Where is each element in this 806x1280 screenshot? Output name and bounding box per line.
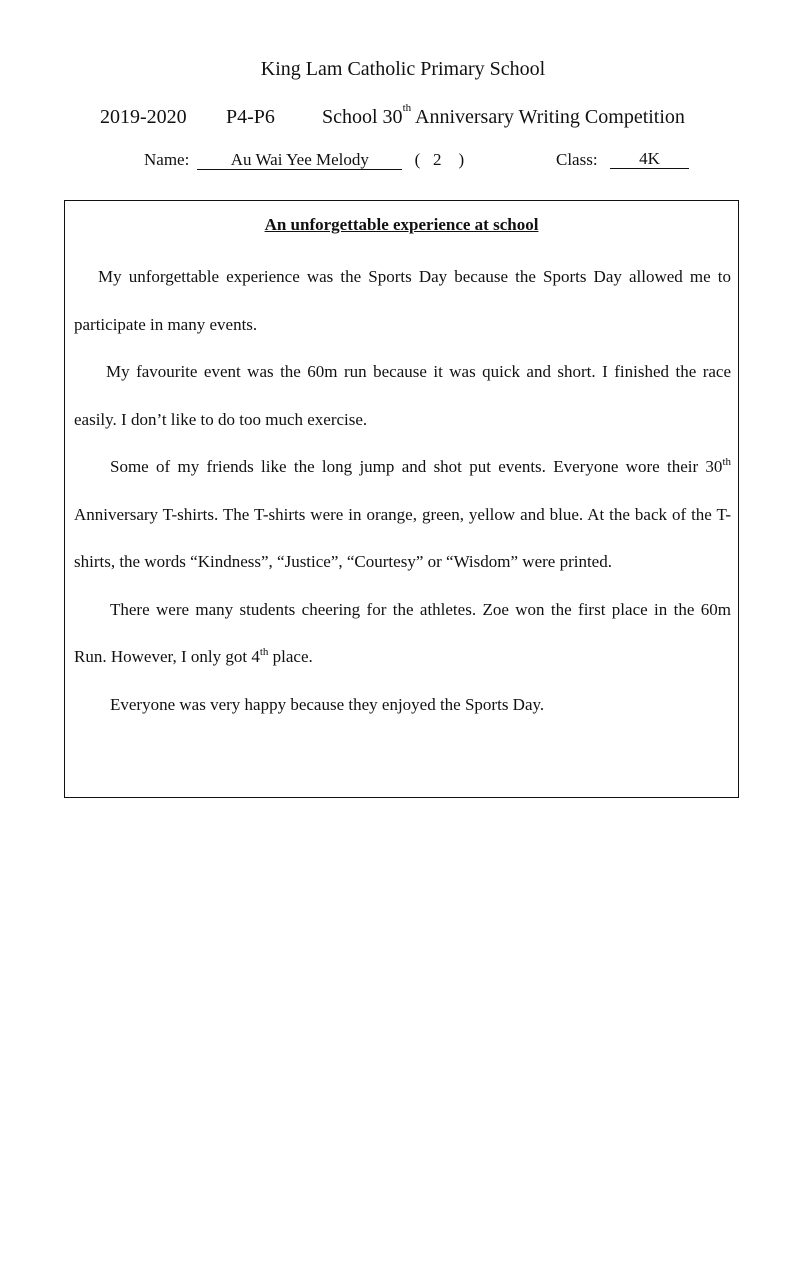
essay-text: place.: [268, 647, 313, 666]
essay-paragraph: [74, 443, 731, 586]
essay-paragraph: My favourite event was the 60m run because it was quick and short. I finished the race easily. I don’t like to do too much exercise.: [74, 362, 731, 429]
essay-paragraph: My unforgettable experience was the Sports Day because the Sports Day allowed me to participate in many events.: [74, 267, 731, 334]
ordinal-suffix: th: [722, 456, 731, 468]
class-number-open: (: [414, 150, 421, 169]
student-info: [144, 149, 660, 170]
competition-title-suffix: Anniversary Writing Competition: [411, 106, 685, 128]
essay-title: An unforgettable experience at school: [264, 215, 539, 234]
class-label: Class:: [556, 150, 598, 169]
class-number-value: 2: [433, 150, 442, 169]
student-name: Au Wai Yee Melody: [197, 151, 402, 170]
class-value: 4K: [610, 150, 689, 169]
essay-paragraph: Everyone was very happy because they enjoyed the Sports Day.: [110, 694, 545, 714]
grade-levels: P4-P6: [226, 106, 275, 128]
essay-box: [64, 200, 739, 798]
competition-title-ordinal: th: [402, 102, 412, 114]
essay-text: Anniversary T-shirts. The T-shirts were in orange, green, yellow and blue. At the back of the T-shirts, the words “Kindness”, “Justice”, “Courtesy” or “Wisdom” were printed.: [74, 504, 731, 571]
essay-paragraph: [74, 586, 731, 681]
essay-text: There were many students cheering for the athletes. Zoe won the first place in the 60m Run. However, I only got 4: [74, 599, 731, 666]
ordinal-suffix: th: [259, 646, 269, 658]
school-name: King Lam Catholic Primary School: [260, 58, 546, 80]
class-number-close: ): [458, 150, 465, 169]
name-label: Name:: [144, 150, 190, 169]
school-year: 2019-2020: [100, 106, 187, 128]
class-number: [415, 150, 465, 169]
competition-title-prefix: School 30: [322, 106, 403, 128]
competition-title: [322, 102, 685, 129]
essay-text: Some of my friends like the long jump and shot put events. Everyone wore their 30: [110, 457, 723, 476]
essay-body: [74, 253, 731, 728]
